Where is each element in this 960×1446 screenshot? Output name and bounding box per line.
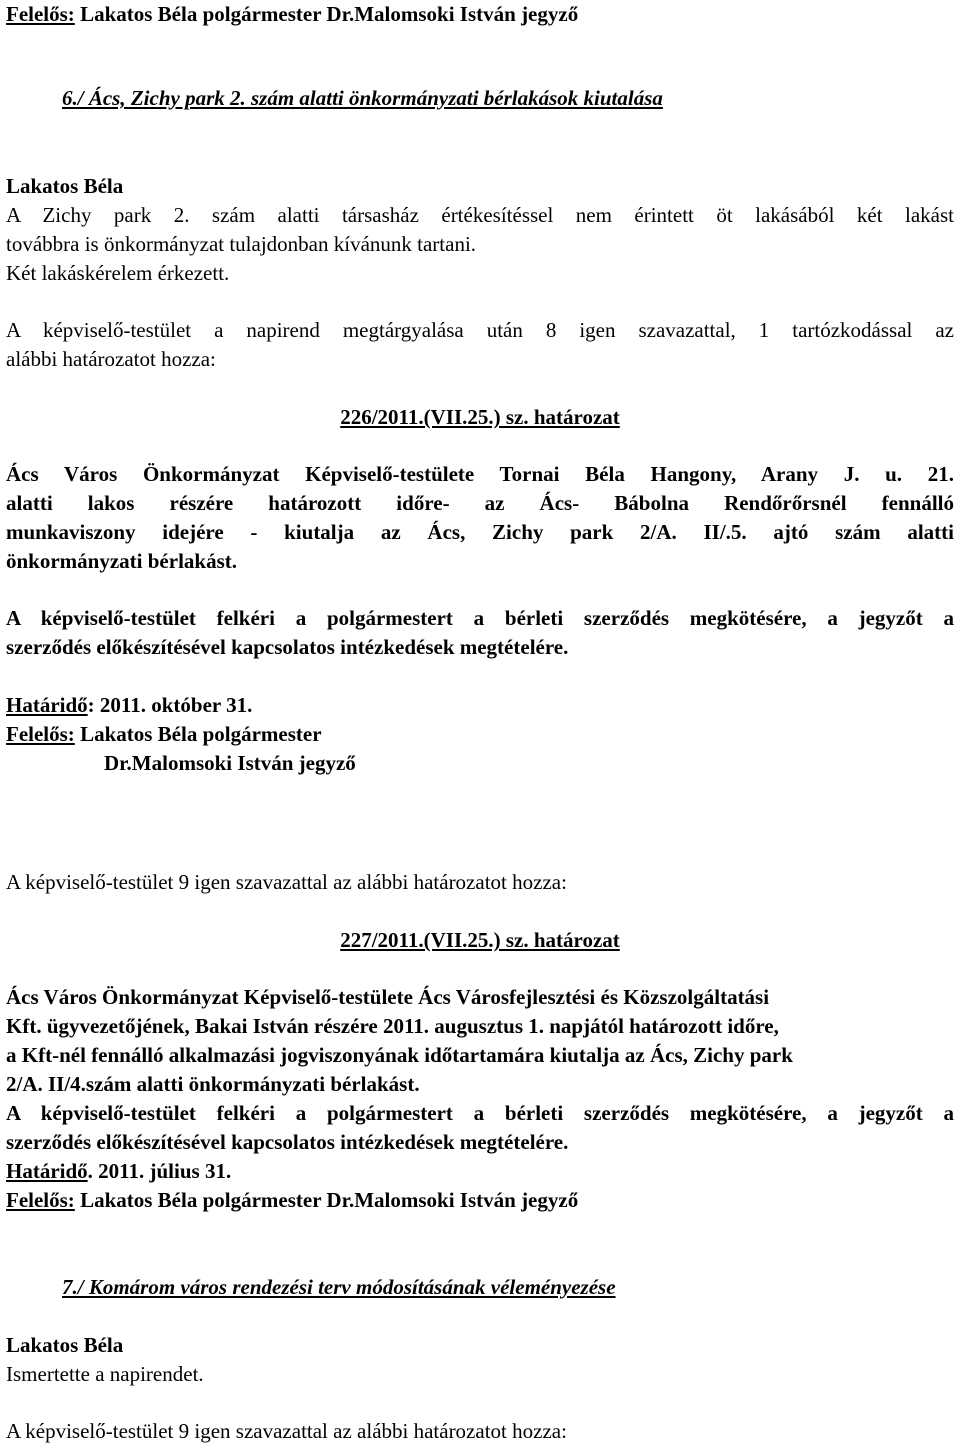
res227-hatarido-line [6, 1157, 954, 1186]
item7-para: Ismertette a napirendet. [6, 1362, 204, 1386]
hatarido-value: . 2011. július 31. [87, 1159, 232, 1183]
item7-heading: 7./ Komárom város rendezési terv módosításának véleményezése [62, 1275, 616, 1299]
top-felelos-line [6, 0, 954, 29]
felelos-value: Lakatos Béla polgármester Dr.Malomsoki István jegyző [74, 1188, 579, 1212]
res226-line4: önkormányzati bérlakást. [6, 549, 237, 573]
item6-para-line1: A Zichy park 2. szám alatti társasház értékesítéssel nem érintett öt lakásából két lakást [6, 203, 954, 227]
res227-line4: 2/A. II/4.szám alatti önkormányzati bérlakást. [6, 1072, 420, 1096]
res227-line1: Ács Város Önkormányzat Képviselő-testülete Ács Városfejlesztési és Közszolgáltatási [6, 985, 770, 1009]
res226-line1: Ács Város Önkormányzat Képviselő-testülete Tornai Béla Hangony, Arany J. u. 21. [6, 462, 954, 486]
hatarido-label: Határidő [6, 1159, 88, 1183]
res226-line3: munkaviszony idejére - kiutalja az Ács, Zichy park 2/A. II/.5. ajtó szám alatti [6, 520, 954, 544]
res227-title-wrap [0, 926, 960, 955]
vote227-line: A képviselő-testület 9 igen szavazattal az alábbi határozatot hozza: [6, 870, 567, 894]
hatarido-label: Határidő [6, 693, 88, 717]
res227-line2: Kft. ügyvezetőjének, Bakai István részére 2011. augusztus 1. napjától határozott időre, [6, 1014, 779, 1038]
felelos-label: Felelős: [6, 1188, 75, 1212]
res226-request-line1: A képviselő-testület felkéri a polgármestert a bérleti szerződés megkötésére, a jegyzőt a [6, 606, 954, 630]
res226-felelos-line [6, 720, 954, 749]
res226-title-wrap [0, 403, 960, 432]
felelos-label: Felelős: [6, 722, 75, 746]
item6-vote-line1: A képviselő-testület a napirend megtárgyalása után 8 igen szavazattal, 1 tartózkodással az [6, 318, 954, 342]
item6-para-line3: Két lakáskérelem érkezett. [6, 261, 230, 285]
res227-felelos-line [6, 1186, 954, 1215]
res226-line2: alatti lakos részére határozott időre- az Ács- Bábolna Rendőrőrsnél fennálló [6, 491, 954, 515]
item6-vote-line2: alábbi határozatot hozza: [6, 347, 216, 371]
res227-request-line1: A képviselő-testület felkéri a polgármestert a bérleti szerződés megkötésére, a jegyzőt a [6, 1101, 954, 1125]
felelos-value: Lakatos Béla polgármester Dr.Malomsoki István jegyző [74, 2, 579, 26]
felelos-value: Lakatos Béla polgármester [74, 722, 322, 746]
item6-para-line2: továbbra is önkormányzat tulajdonban kívánunk tartani. [6, 232, 477, 256]
res226-felelos-line2: Dr.Malomsoki István jegyző [104, 751, 356, 775]
item7-speaker: Lakatos Béla [6, 1333, 124, 1357]
res226-request-line2: szerződés előkészítésével kapcsolatos intézkedések megtételére. [6, 635, 569, 659]
felelos-label: Felelős: [6, 2, 75, 26]
res226-hatarido-line [6, 691, 954, 720]
res227-request-line2: szerződés előkészítésével kapcsolatos intézkedések megtételére. [6, 1130, 569, 1154]
res227-line3: a Kft-nél fennálló alkalmazási jogviszonyának időtartamára kiutalja az Ács, Zichy park [6, 1043, 793, 1067]
res226-title: 226/2011.(VII.25.) sz. határozat [340, 405, 620, 429]
item6-speaker: Lakatos Béla [6, 174, 124, 198]
item7-vote: A képviselő-testület 9 igen szavazattal az alábbi határozatot hozza: [6, 1419, 567, 1443]
item6-heading: 6./ Ács, Zichy park 2. szám alatti önkormányzati bérlakások kiutalása [62, 86, 663, 110]
hatarido-value: : 2011. október 31. [87, 693, 253, 717]
res227-title: 227/2011.(VII.25.) sz. határozat [340, 928, 620, 952]
